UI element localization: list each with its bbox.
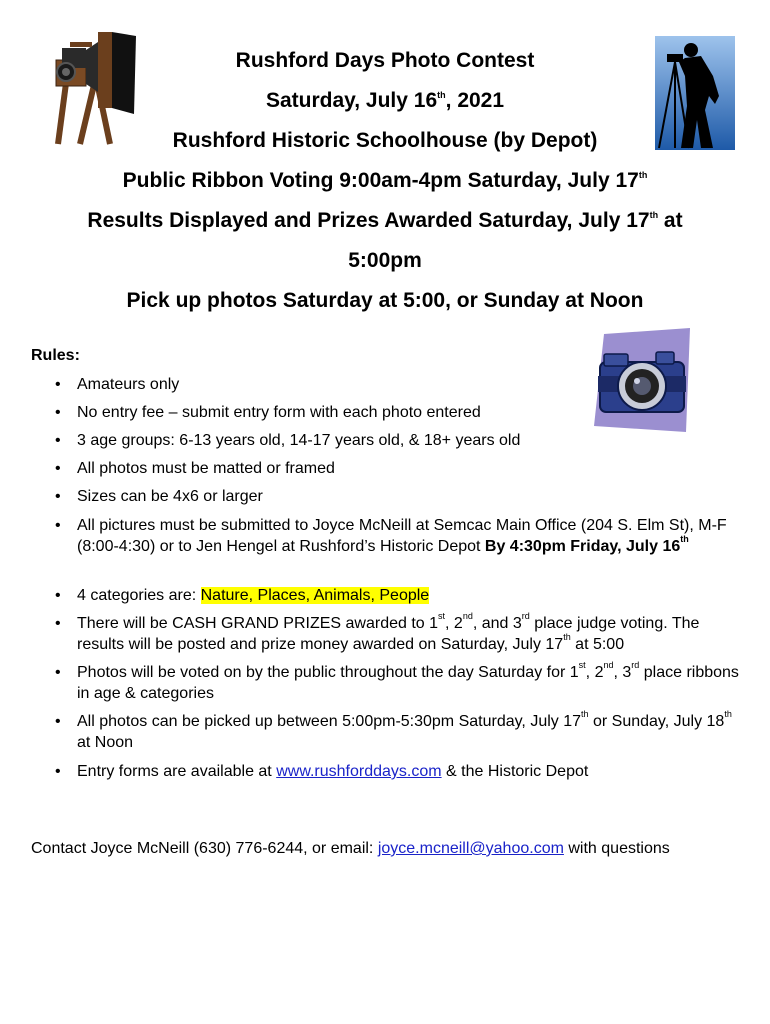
rule-text: All photos must be matted or framed bbox=[77, 460, 335, 477]
rules-heading: Rules: bbox=[31, 347, 80, 364]
bullet: • bbox=[55, 517, 61, 534]
rule-text: 3 age groups: 6-13 years old, 14-17 years old, & 18+ years old bbox=[77, 432, 521, 449]
rule-text: No entry fee – submit entry form with each photo entered bbox=[77, 404, 481, 421]
rule-text: There will be CASH GRAND PRIZES awarded to 1st, 2nd, and 3rd place judge voting. The results will be posted and prize money awarded on Saturday, July 17th at 5:00 bbox=[77, 611, 700, 653]
results-time: 5:00pm bbox=[348, 249, 422, 272]
rule-text: Amateurs only bbox=[77, 376, 180, 393]
bullet: • bbox=[55, 664, 61, 681]
contest-date: Saturday, July 16th, 2021 bbox=[265, 89, 505, 112]
bullet: • bbox=[55, 376, 61, 393]
bullet: • bbox=[55, 404, 61, 421]
bullet: • bbox=[55, 587, 61, 604]
rule-text: 4 categories are: Nature, Places, Animals, People bbox=[77, 587, 430, 604]
bullet: • bbox=[55, 615, 61, 632]
categories-highlight: Nature, Places, Animals, People bbox=[200, 587, 430, 604]
bullet: • bbox=[55, 713, 61, 730]
bullet: • bbox=[55, 460, 61, 477]
email-link[interactable]: joyce.mcneill@yahoo.com bbox=[377, 840, 564, 857]
voting-info: Public Ribbon Voting 9:00am-4pm Saturday, July 17th bbox=[122, 169, 648, 192]
contest-location: Rushford Historic Schoolhouse (by Depot) bbox=[172, 129, 598, 152]
contest-title: Rushford Days Photo Contest bbox=[235, 49, 535, 72]
rule-text: All photos can be picked up between 5:00pm-5:30pm Saturday, July 17th or Sunday, July 18th at Noon bbox=[77, 709, 732, 751]
rule-text: Sizes can be 4x6 or larger bbox=[77, 488, 263, 505]
contact-line: Contact Joyce McNeill (630) 776-6244, or email: joyce.mcneill@yahoo.com with questions bbox=[31, 840, 670, 857]
bullet: • bbox=[55, 488, 61, 505]
rule-text: Photos will be voted on by the public throughout the day Saturday for 1st, 2nd, 3rd place ribbons in age & categories bbox=[77, 660, 739, 702]
bullet: • bbox=[55, 763, 61, 780]
pickup-info: Pick up photos Saturday at 5:00, or Sunday at Noon bbox=[126, 289, 644, 312]
results-info: Results Displayed and Prizes Awarded Saturday, July 17th at bbox=[87, 209, 683, 232]
rule-text: All pictures must be submitted to Joyce McNeill at Semcac Main Office (204 S. Elm St), M-F (8:00-4:30) or to Jen Hengel at Rushford’s Historic Depot By 4:30pm Friday, July 16th bbox=[77, 517, 727, 555]
rule-text: Entry forms are available at www.rushforddays.com & the Historic Depot bbox=[77, 763, 589, 780]
website-link[interactable]: www.rushforddays.com bbox=[276, 763, 442, 780]
bullet: • bbox=[55, 432, 61, 449]
